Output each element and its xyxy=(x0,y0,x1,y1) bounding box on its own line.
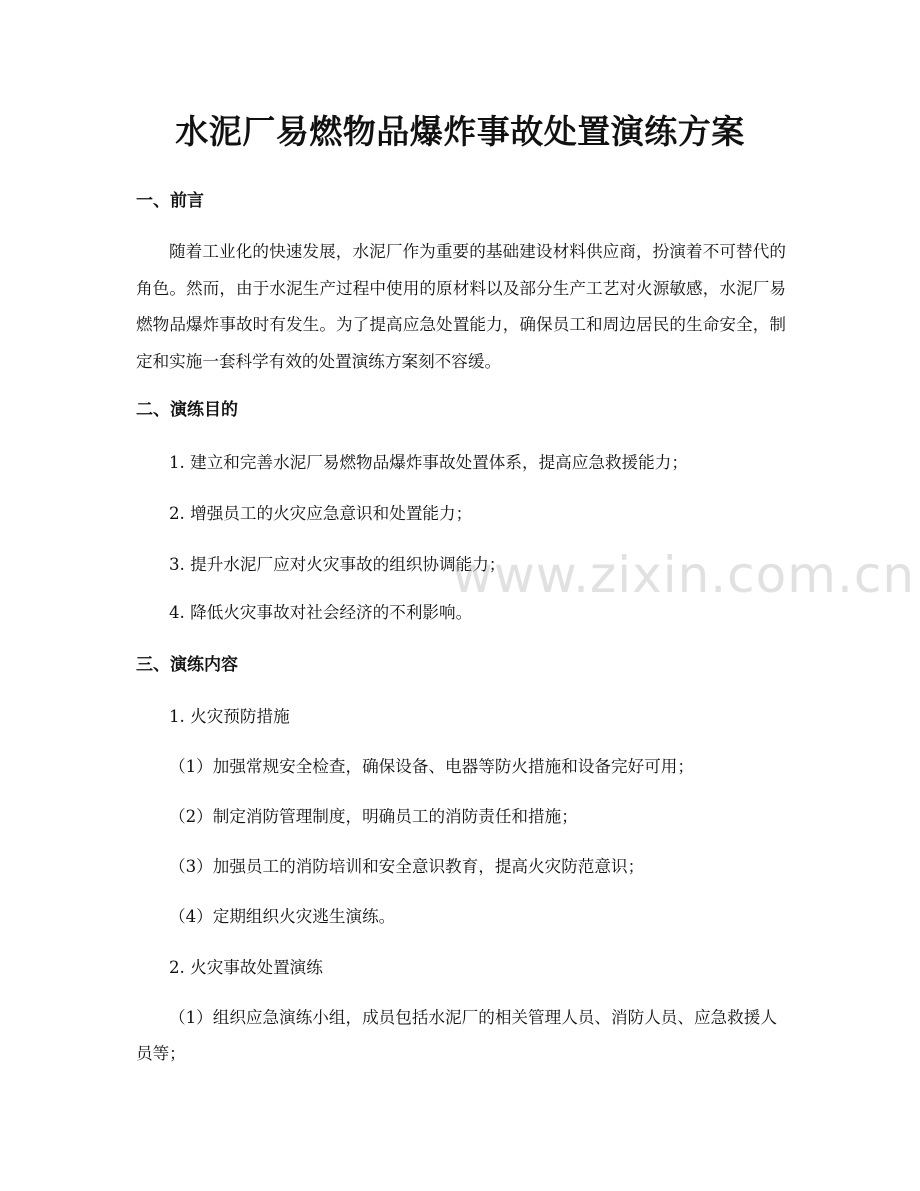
content-item: （1）组织应急演练小组，成员包括水泥厂的相关管理人员、消防人员、应急救援人员等； xyxy=(136,1008,777,1063)
watermark: www.zixin.com.cn xyxy=(452,546,916,604)
subsection-title: 1. 火灾预防措施 xyxy=(169,707,290,726)
purpose-item: 3. 提升水泥厂应对火灾事故的组织协调能力； xyxy=(169,555,506,574)
content-item: （3）加强员工的消防培训和安全意识教育，提高火灾防范意识； xyxy=(169,857,645,876)
document-title: 水泥厂易燃物品爆炸事故处置演练方案 xyxy=(175,112,745,151)
purpose-item: 4. 降低火灾事故对社会经济的不利影响。 xyxy=(169,603,473,622)
content-item: （1）加强常规安全检查，确保设备、电器等防火措施和设备完好可用； xyxy=(169,757,694,776)
subsection-title: 2. 火灾事故处置演练 xyxy=(169,958,323,977)
section-heading-purpose: 二、演练目的 xyxy=(136,400,238,420)
content-item: （2）制定消防管理制度，明确员工的消防责任和措施； xyxy=(169,807,578,826)
purpose-item: 2. 增强员工的火灾应急意识和处置能力； xyxy=(169,504,473,523)
preface-paragraph: 随着工业化的快速发展，水泥厂作为重要的基础建设材料供应商，扮演着不可替代的角色。然而，由于水泥生产过程中使用的原材料以及部分生产工艺对火源敏感，水泥厂易燃物品爆炸事故时有发生。为了提高应急处置能力，确保员工和周边居民的生命安全，制定和实施一套科学有效的处置演练方案刻不容缓。 xyxy=(136,242,786,371)
section-heading-preface: 一、前言 xyxy=(136,191,204,211)
purpose-item: 1. 建立和完善水泥厂易燃物品爆炸事故处置体系，提高应急救援能力； xyxy=(169,453,688,472)
content-item: （4）定期组织火灾逃生演练。 xyxy=(169,907,396,926)
section-heading-content: 三、演练内容 xyxy=(136,655,238,675)
